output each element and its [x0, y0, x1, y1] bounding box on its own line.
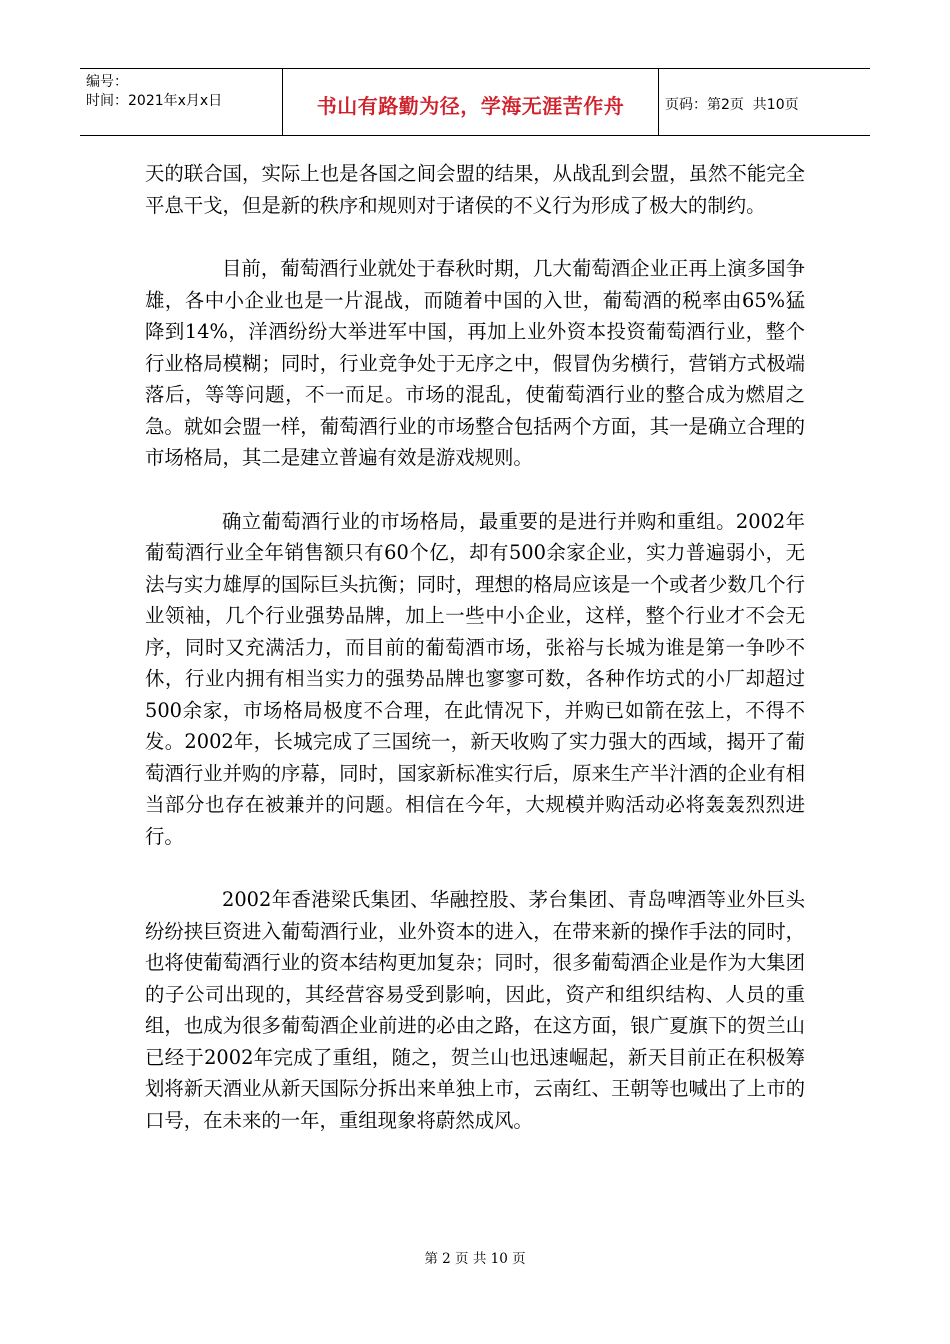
document-header: [80, 68, 870, 136]
document-number-label: 编号：: [86, 74, 128, 90]
paragraph-restructuring: 2002年香港梁氏集团、华融控股、茅台集团、青岛啤酒等业外巨头纷纷挟巨资进入葡萄酒行业，业外资本的进入，在带来新的操作手法的同时，也将使葡萄酒行业的资本结构更加复杂；同时，很多葡萄酒企业是作为大集团的子公司出现的，其经营容易受到影响，因此，资产和组织结构、人员的重组，也成为很多葡萄酒企业前进的必由之路，在这方面，银广夏旗下的贺兰山已经于2002年完成了重组，随之，贺兰山也迅速崛起，新天目前正在积极筹划将新天酒业从新天国际分拆出来单独上市，云南红、王朝等也喊出了上市的口号，在未来的一年，重组现象将蔚然成风。: [145, 888, 805, 1132]
paragraph-industry-situation: 目前，葡萄酒行业就处于春秋时期，几大葡萄酒企业正再上演多国争雄，各中小企业也是一片混战，而随着中国的入世，葡萄酒的税率由65%猛降到14%，洋酒纷纷大举进军中国，再加上业外资本投资葡萄酒行业，整个行业格局模糊；同时，行业竞争处于无序之中，假冒伪劣横行，营销方式极端落后，等等问题，不一而足。市场的混乱，使葡萄酒行业的整合成为燃眉之急。就如会盟一样，葡萄酒行业的市场整合包括两个方面，其一是确立合理的市场格局，其二是建立普遍有效是游戏规则。: [145, 257, 805, 469]
paragraph-mergers: 确立葡萄酒行业的市场格局，最重要的是进行并购和重组。2002年葡萄酒行业全年销售额只有60个亿，却有500余家企业，实力普遍弱小，无法与实力雄厚的国际巨头抗衡；同时，理想的格局应该是一个或者少数几个行业领袖，几个行业强势品牌，加上一些中小企业，这样，整个行业才不会无序，同时又充满活力，而目前的葡萄酒市场，张裕与长城为谁是第一争吵不休，行业内拥有相当实力的强势品牌也寥寥可数，各种作坊式的小厂却超过500余家，市场格局极度不合理，在此情况下，并购已如箭在弦上，不得不发。2002年，长城完成了三国统一，新天收购了实力强大的西域，揭开了葡萄酒行业并购的序幕，同时，国家新标准实行后，原来生产半汁酒的企业有相当部分也存在被兼并的问题。相信在今年，大规模并购活动必将轰轰烈烈进行。: [145, 509, 805, 848]
header-motto: 书山有路勤为径，学海无涯苦作舟: [316, 93, 625, 118]
paragraph-spacer: [145, 474, 805, 506]
page-footer: 第 2 页 共 10 页: [424, 1251, 526, 1267]
header-motto-cell: [283, 69, 659, 135]
paragraph-continued: 天的联合国，实际上也是各国之间会盟的结果，从战乱到会盟，虽然不能完全平息干戈，但是新的秩序和规则对于诸侯的不义行为形成了极大的制约。: [145, 162, 805, 217]
paragraph-spacer: [145, 221, 805, 253]
paragraph-spacer: [145, 852, 805, 884]
header-page-info: 页码：第2页 共10页: [665, 97, 799, 113]
header-meta-cell: [80, 69, 283, 135]
document-time-label: 时间：2021年x月x日: [86, 93, 223, 109]
document-body: [145, 158, 805, 1136]
